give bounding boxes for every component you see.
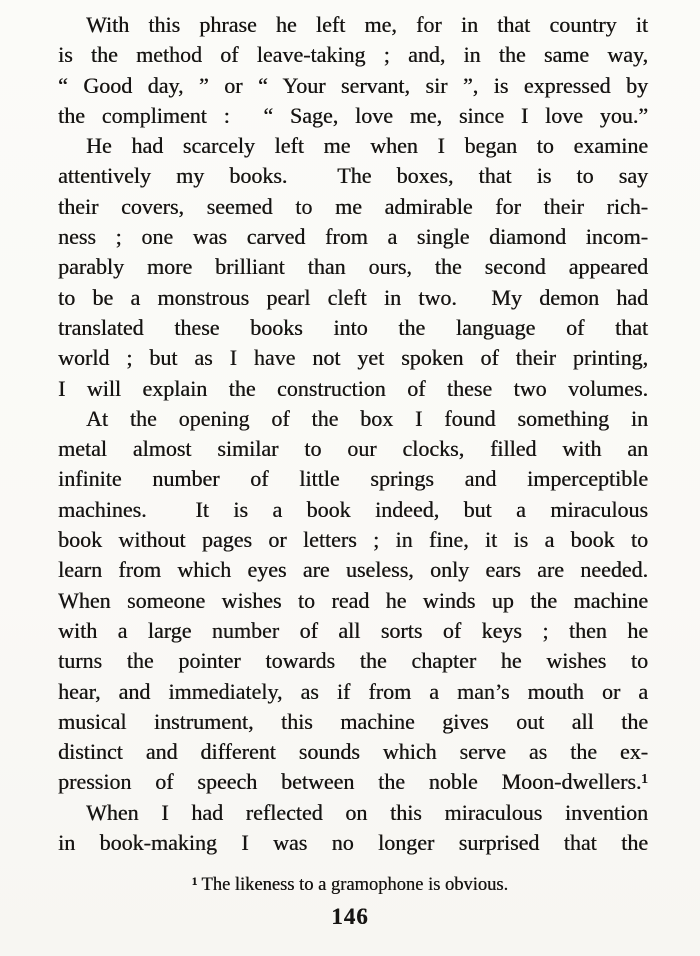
text-line: in book-making I was no longer surprised that the — [58, 830, 648, 856]
text-line: turns the pointer towards the chapter he wishes to — [58, 648, 648, 674]
text-line: distinct and different sounds which serve as the ex- — [58, 739, 648, 765]
text-line: “ Good day, ” or “ Your servant, sir ”, is expressed by — [58, 72, 648, 98]
text-line: When I had reflected on this miraculous invention — [86, 799, 648, 825]
text-line: the compliment : “ Sage, love me, since I love you.” — [58, 102, 648, 128]
text-line: learn from which eyes are useless, only ears are needed. — [58, 557, 648, 583]
text-line: machines. It is a book indeed, but a miraculous — [58, 496, 648, 522]
text-line: book without pages or letters ; in fine, it is a book to — [58, 527, 648, 553]
text-line: their covers, seemed to me admirable for their rich- — [58, 193, 648, 219]
text-line: is the method of leave-taking ; and, in the same way, — [58, 42, 648, 68]
text-line: At the opening of the box I found something in — [86, 405, 648, 431]
text-line: metal almost similar to our clocks, filled with an — [58, 436, 648, 462]
text-line: With this phrase he left me, for in that country it — [86, 12, 648, 37]
text-line: world ; but as I have not yet spoken of their printing, — [58, 345, 648, 371]
page-number: 146 — [331, 904, 369, 930]
text-line: I will explain the construction of these two volumes. — [58, 375, 648, 401]
text-line: to be a monstrous pearl cleft in two. My demon had — [58, 284, 648, 310]
text-line: musical instrument, this machine gives out all the — [58, 708, 648, 734]
text-line: attentively my books. The boxes, that is to say — [58, 163, 648, 189]
text-line: parably more brilliant than ours, the second appeared — [58, 254, 648, 280]
text-line: He had scarcely left me when I began to examine — [86, 133, 648, 159]
text-line: infinite number of little springs and imperceptible — [58, 466, 648, 492]
text-line: hear, and immediately, as if from a man’s mouth or a — [58, 678, 648, 704]
text-line: ness ; one was carved from a single diamond incom- — [58, 224, 648, 250]
footnote-marker: ¹ — [191, 875, 198, 896]
text-line: When someone wishes to read he winds up the machine — [58, 587, 648, 613]
text-line: pression of speech between the noble Moon-dwellers.¹ — [58, 769, 648, 795]
footnote-text: The likeness to a gramophone is obvious. — [201, 875, 509, 896]
footnote — [0, 873, 700, 897]
text-line: translated these books into the language of that — [58, 314, 648, 340]
text-line: with a large number of all sorts of keys ; then he — [58, 617, 648, 643]
